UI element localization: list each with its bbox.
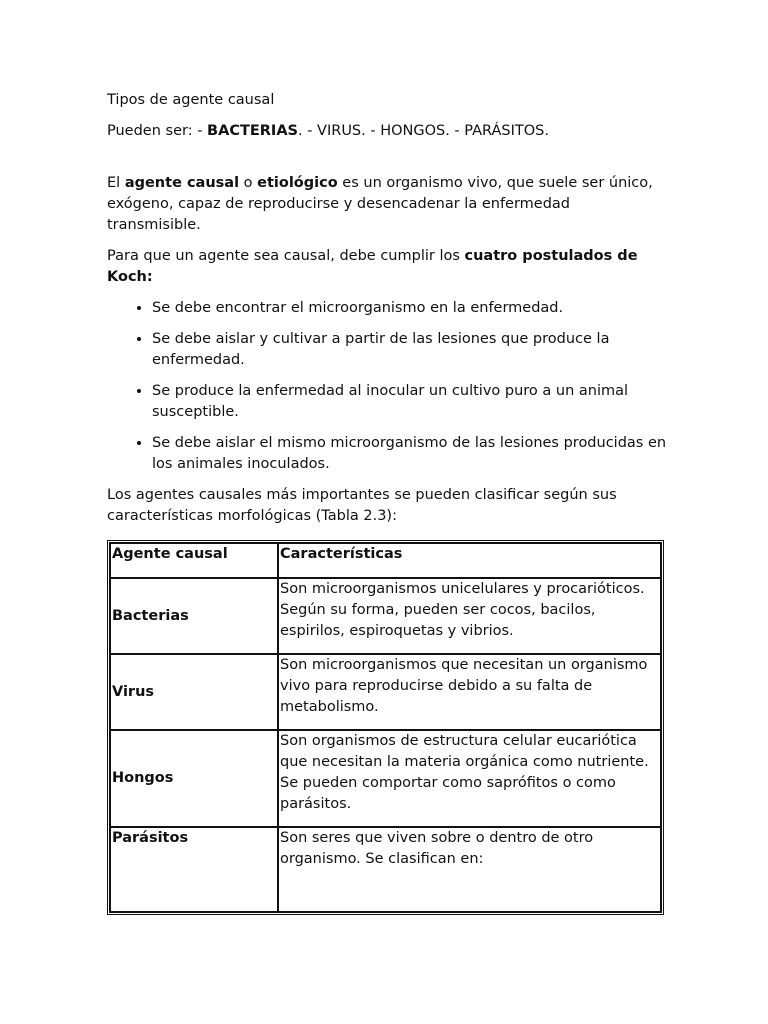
spacer: [107, 152, 667, 173]
koch-postulates-list: [107, 298, 667, 475]
table-header-characteristics: Características: [278, 543, 661, 578]
table-cell-description: Son microorganismos que necesitan un organismo vivo para reproducirse debido a su falta de metabolismo.: [278, 654, 661, 730]
list-item: • Se debe aislar el mismo microorganismo de las lesiones producidas en los animales inoculados.: [152, 433, 667, 475]
table-row: [110, 654, 661, 730]
table-row: [110, 827, 661, 912]
types-bold: BACTERIAS: [207, 123, 298, 139]
types-rest: . - VIRUS. - HONGOS. - PARÁSITOS.: [297, 123, 549, 139]
document-page: [107, 90, 667, 915]
table-cell-agent: Hongos: [110, 730, 278, 827]
table-row: [110, 730, 661, 827]
table-cell-agent: Bacterias: [110, 578, 278, 654]
definition-part2: o: [239, 175, 258, 191]
list-item: • Se produce la enfermedad al inocular un cultivo puro a un animal susceptible.: [152, 381, 667, 423]
definition-paragraph: [107, 173, 667, 236]
table-cell-agent: Virus: [110, 654, 278, 730]
agents-table: [107, 540, 664, 915]
table-cell-description: Son seres que viven sobre o dentro de otro organismo. Se clasifican en:: [278, 827, 661, 912]
table-cell-agent: Parásitos: [110, 827, 278, 912]
koch-intro-bold: cuatro postulados de Koch:: [107, 248, 638, 285]
table-cell-description: Son microorganismos unicelulares y procarióticos. Según su forma, pueden ser cocos, bacilos, espirilos, espiroquetas y vibrios.: [278, 578, 661, 654]
section-heading: Tipos de agente causal: [107, 92, 275, 108]
koch-intro-text: Para que un agente sea causal, debe cumplir los: [107, 248, 465, 264]
definition-part1: El: [107, 175, 125, 191]
definition-bold1: agente causal: [124, 175, 240, 191]
table-header-agent: Agente causal: [110, 543, 278, 578]
table-row: [110, 578, 661, 654]
agent-types-line: [107, 121, 667, 142]
classification-intro: Los agentes causales más importantes se pueden clasificar según sus características morfológicas (Tabla 2.3):: [107, 487, 617, 524]
types-prefix: Pueden ser: -: [107, 123, 208, 139]
table-cell-description: Son organismos de estructura celular eucariótica que necesitan la materia orgánica como nutriente. Se pueden comportar como saprófitos o como parásitos.: [278, 730, 661, 827]
list-item: • Se debe encontrar el microorganismo en la enfermedad.: [152, 298, 667, 319]
koch-intro-paragraph: [107, 246, 667, 288]
definition-part3: es un organismo vivo, que suele ser único, exógeno, capaz de reproducirse y desencadenar la enfermedad transmisible.: [107, 175, 653, 233]
definition-bold2: etiológico: [257, 175, 338, 191]
table-header-row: [110, 543, 661, 578]
list-item: • Se debe aislar y cultivar a partir de las lesiones que produce la enfermedad.: [152, 329, 667, 371]
